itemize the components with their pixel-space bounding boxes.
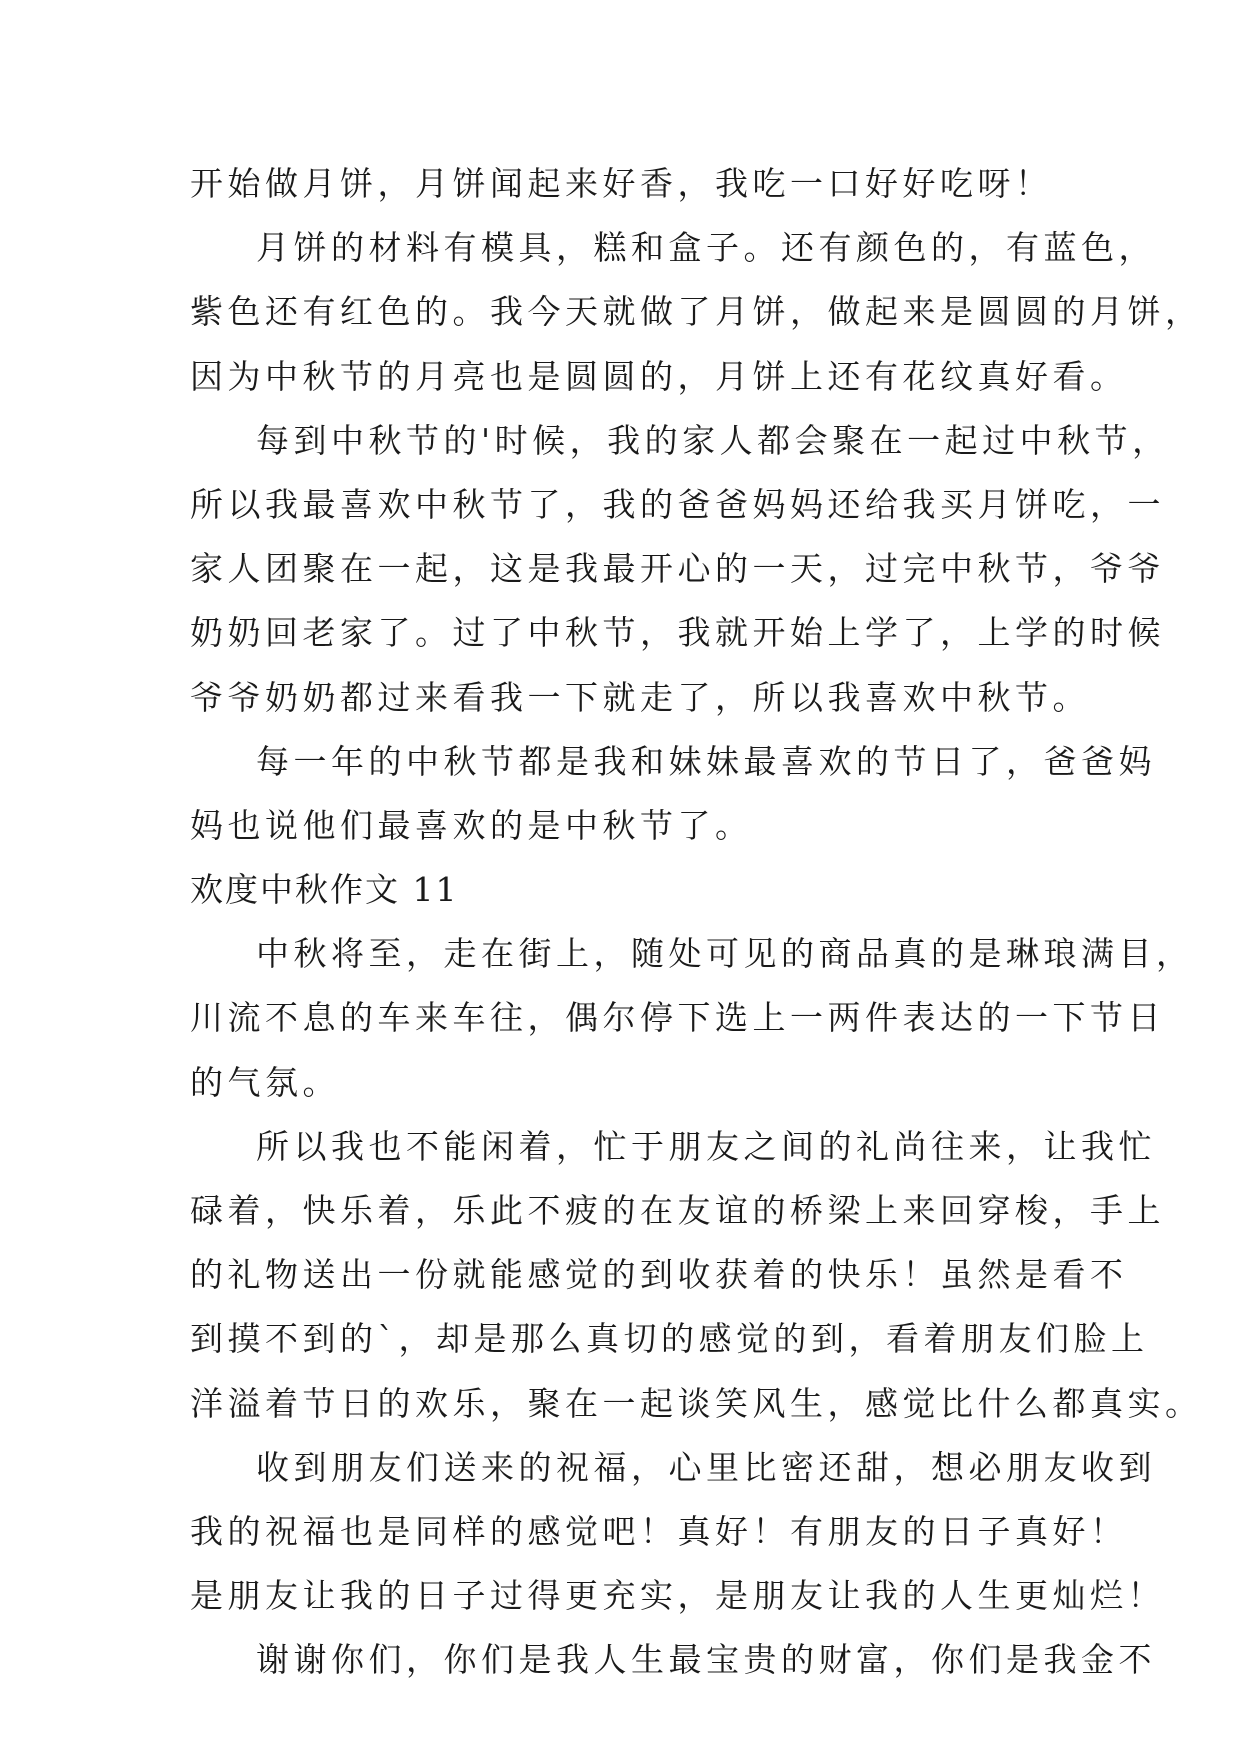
text-line: 的礼物送出一份就能感觉的到收获着的快乐！虽然是看不 — [190, 1255, 1128, 1295]
text-line: 因为中秋节的月亮也是圆圆的，月饼上还有花纹真好看。 — [190, 356, 1128, 396]
text-line: 洋溢着节日的欢乐，聚在一起谈笑风生，感觉比什么都真实。 — [190, 1383, 1203, 1423]
paragraph-first-line: 收到朋友们送来的祝福，心里比密还甜，想必朋友收到 — [256, 1447, 1156, 1487]
paragraph-first-line: 每到中秋节的'时候，我的家人都会聚在一起过中秋节， — [256, 420, 1170, 460]
text-line: 川流不息的车来车往，偶尔停下选上一两件表达的一下节日 — [190, 998, 1165, 1038]
document-page — [190, 158, 1203, 1699]
text-line: 开始做月饼，月饼闻起来好香，我吃一口好好吃呀！ — [190, 164, 1053, 203]
paragraph-first-line: 中秋将至，走在街上，随处可见的商品真的是琳琅满目， — [256, 934, 1194, 974]
text-line: 碌着，快乐着，乐此不疲的在友谊的桥梁上来回穿梭，手上 — [190, 1191, 1165, 1230]
text-line: 的气氛。 — [190, 1062, 340, 1102]
text-line: 到摸不到的`，却是那么真切的感觉的到，看着朋友们脸上 — [190, 1319, 1149, 1359]
paragraph-first-line: 每一年的中秋节都是我和妹妹最喜欢的节日了，爸爸妈 — [256, 741, 1156, 781]
paragraph-first-line: 谢谢你们，你们是我人生最宝贵的财富，你们是我金不 — [256, 1640, 1156, 1680]
text-line: 妈也说他们最喜欢的是中秋节了。 — [190, 805, 753, 845]
text-line: 爷爷奶奶都过来看我一下就走了，所以我喜欢中秋节。 — [190, 677, 1090, 717]
text-line: 奶奶回老家了。过了中秋节，我就开始上学了，上学的时候 — [190, 613, 1165, 653]
text-line: 所以我最喜欢中秋节了，我的爸爸妈妈还给我买月饼吃，一 — [190, 484, 1165, 524]
text-line: 是朋友让我的日子过得更充实，是朋友让我的人生更灿烂！ — [190, 1576, 1165, 1616]
paragraph-first-line: 月饼的材料有模具，糕和盒子。还有颜色的，有蓝色， — [256, 228, 1156, 268]
section-heading: 欢度中秋作文 11 — [190, 870, 459, 910]
text-line: 家人团聚在一起，这是我最开心的一天，过完中秋节，爷爷 — [190, 549, 1165, 589]
text-line: 紫色还有红色的。我今天就做了月饼，做起来是圆圆的月饼， — [190, 292, 1203, 332]
paragraph-first-line: 所以我也不能闲着，忙于朋友之间的礼尚往来，让我忙 — [256, 1126, 1156, 1166]
text-line: 我的祝福也是同样的感觉吧！真好！有朋友的日子真好！ — [190, 1511, 1128, 1551]
